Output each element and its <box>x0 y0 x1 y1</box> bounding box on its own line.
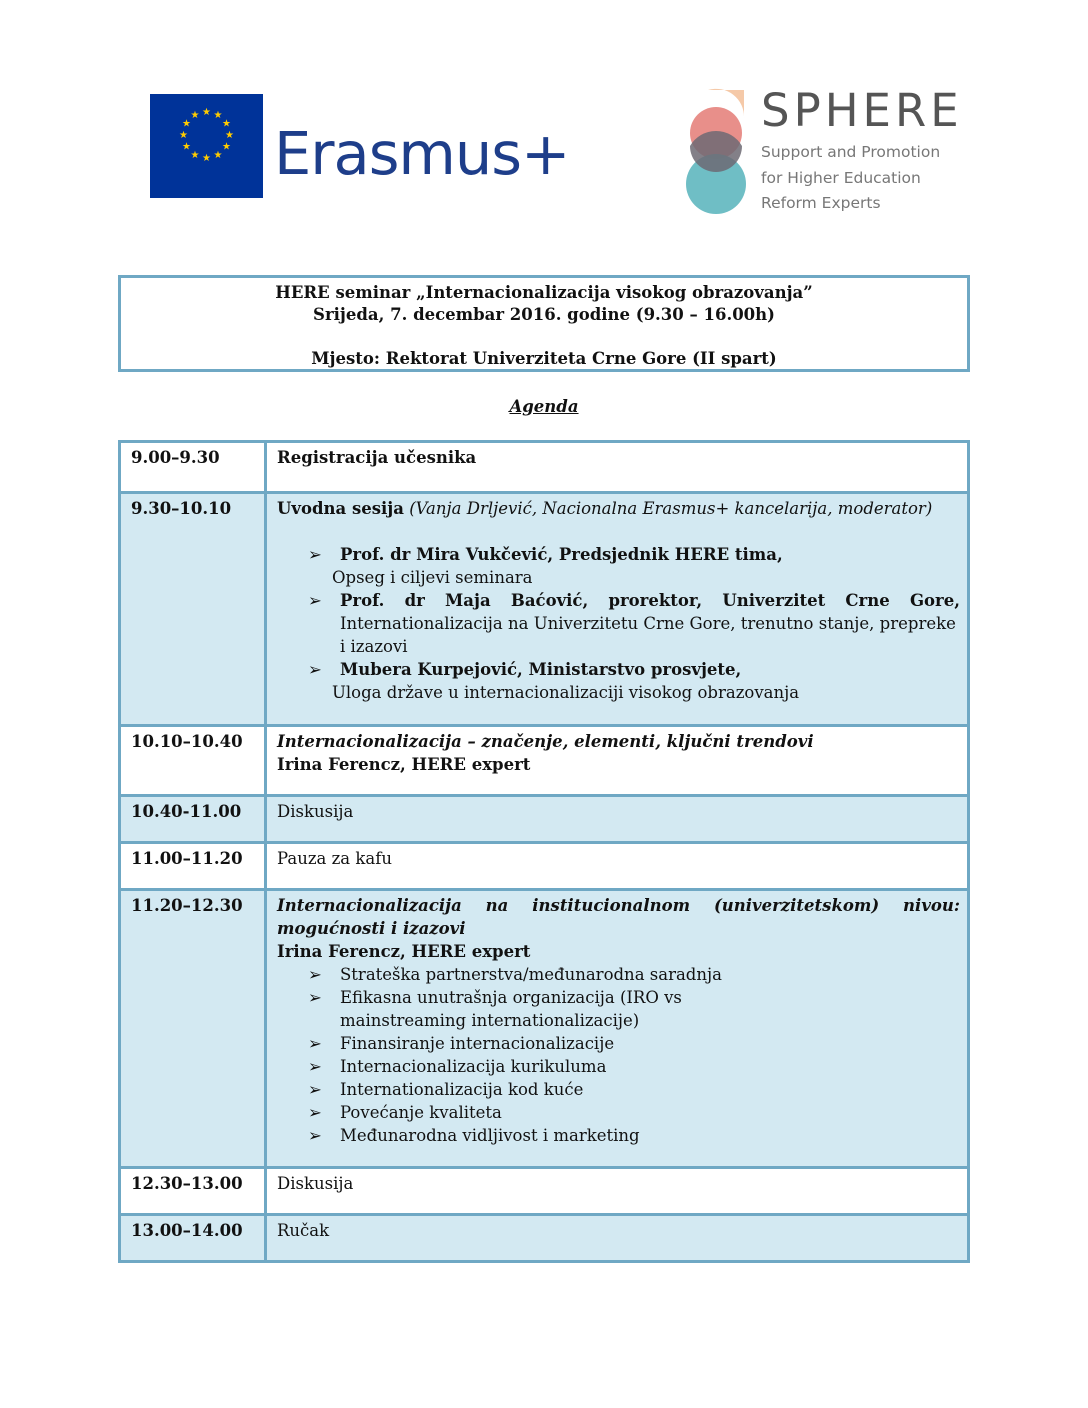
session-moderator: (Vanja Drljević, Nacionalna Erasmus+ kancelarija, moderator) <box>409 499 933 518</box>
svg-text:★: ★ <box>213 110 223 121</box>
table-row <box>121 888 967 1166</box>
eu-flag-icon <box>150 94 263 198</box>
list-item <box>277 658 960 681</box>
content-cell <box>267 727 967 794</box>
session-speaker: Irina Ferencz, HERE expert <box>277 942 531 961</box>
svg-text:★: ★ <box>190 150 200 161</box>
time-cell: 12.30–13.00 <box>121 1169 267 1213</box>
session-title: Ručak <box>277 1221 330 1240</box>
seminar-location: Mjesto: Rektorat Univerziteta Crne Gore (II spart) <box>311 349 777 368</box>
list-item <box>277 963 960 986</box>
topic-text: Internationalizacija kod kuće <box>340 1080 584 1099</box>
time-cell: 10.40-11.00 <box>121 797 267 841</box>
table-row <box>121 491 967 724</box>
list-item <box>277 1124 960 1147</box>
session-title: Diskusija <box>277 1174 354 1193</box>
speaker-topic: Uloga države u internacionalizaciji visokog obrazovanja <box>332 683 800 702</box>
sphere-wordmark: SPHERE <box>761 84 963 137</box>
seminar-title: HERE seminar „Internacionalizacija visokog obrazovanja” <box>275 283 813 302</box>
time-cell: 11.00–11.20 <box>121 844 267 888</box>
table-row <box>121 794 967 841</box>
content-cell <box>267 1216 967 1260</box>
erasmus-wordmark: Erasmus+ <box>274 119 570 188</box>
topic-text: Finansiranje internacionalizacije <box>340 1034 615 1053</box>
sphere-mark-icon <box>686 88 746 216</box>
speaker-name: Mubera Kurpejović, Ministarstvo prosvjete, <box>340 660 742 679</box>
table-row <box>121 724 967 794</box>
time-cell: 13.00–14.00 <box>121 1216 267 1260</box>
seminar-date: Srijeda, 7. decembar 2016. godine (9.30 – 16.00h) <box>313 305 775 324</box>
table-row <box>121 1213 967 1260</box>
arrow-bullet-icon: ➢ <box>308 1103 322 1122</box>
table-row <box>121 841 967 888</box>
sphere-subtitle <box>761 140 940 217</box>
session-title: Pauza za kafu <box>277 849 392 868</box>
sphere-subtitle-line: for Higher Education <box>761 168 921 187</box>
topic-text: Međunarodna vidljivost i marketing <box>340 1126 640 1145</box>
svg-text:★: ★ <box>190 110 200 121</box>
topic-list <box>277 963 960 1147</box>
content-cell <box>267 494 967 724</box>
svg-text:★: ★ <box>182 141 191 153</box>
content-cell <box>267 844 967 888</box>
erasmus-logo <box>150 94 570 200</box>
session-title: Internacionalizacija – značenje, elementi, ključni trendovi <box>277 732 814 751</box>
agenda-table <box>118 440 970 1263</box>
agenda-heading: Agenda <box>509 397 579 416</box>
arrow-bullet-icon: ➢ <box>308 660 322 679</box>
svg-text:★: ★ <box>225 130 234 141</box>
topic-text: Efikasna unutrašnja organizacija (IRO vs mainstreaming internationalizacije) <box>340 988 682 1030</box>
arrow-bullet-icon: ➢ <box>308 545 322 564</box>
arrow-bullet-icon: ➢ <box>308 965 322 984</box>
arrow-bullet-icon: ➢ <box>308 591 322 610</box>
arrow-bullet-icon: ➢ <box>308 1080 322 1099</box>
sphere-subtitle-line: Reform Experts <box>761 194 881 212</box>
svg-text:★: ★ <box>213 150 223 161</box>
list-item <box>277 1101 960 1124</box>
session-speaker: Irina Ferencz, HERE expert <box>277 755 531 774</box>
topic-text: Internacionalizacija kurikuluma <box>340 1057 607 1076</box>
seminar-header <box>118 275 970 372</box>
topic-text: Povećanje kvaliteta <box>340 1103 502 1122</box>
session-title: Uvodna sesija <box>277 499 404 518</box>
table-row <box>121 443 967 491</box>
time-cell: 10.10–10.40 <box>121 727 267 794</box>
list-item <box>277 589 960 658</box>
svg-text:★: ★ <box>222 118 231 130</box>
content-cell <box>267 891 967 1166</box>
list-item <box>277 1078 960 1101</box>
arrow-bullet-icon: ➢ <box>308 1126 322 1145</box>
arrow-bullet-icon: ➢ <box>308 1034 322 1053</box>
time-cell: 9.30–10.10 <box>121 494 267 724</box>
time-cell: 9.00–9.30 <box>121 443 267 491</box>
sphere-logo <box>686 84 963 216</box>
topic-text: Strateška partnerstva/međunarodna saradnja <box>340 965 722 984</box>
content-cell <box>267 1169 967 1213</box>
speaker-name: Prof. dr Maja Baćović, prorektor, Univerzitet Crne Gore, <box>340 591 960 610</box>
speaker-topic: Opseg i ciljevi seminara <box>332 568 533 587</box>
list-item <box>277 1032 960 1055</box>
list-item <box>277 1055 960 1078</box>
arrow-bullet-icon: ➢ <box>308 1057 322 1076</box>
session-title: Diskusija <box>277 802 354 821</box>
svg-text:★: ★ <box>222 141 231 153</box>
speaker-name: Prof. dr Mira Vukčević, Predsjednik HERE tima, <box>340 545 783 564</box>
speaker-topic: Internationalizacija na Univerzitetu Crne Gore, trenutno stanje, prepreke i izazovi <box>340 614 956 656</box>
content-cell <box>267 443 967 491</box>
svg-text:★: ★ <box>179 130 188 141</box>
content-cell <box>267 797 967 841</box>
session-title: Internacionalizacija na institucionalnom (univerzitetskom) nivou: mogućnosti i izazovi <box>277 896 960 938</box>
svg-text:★: ★ <box>202 107 211 118</box>
time-cell: 11.20–12.30 <box>121 891 267 1166</box>
session-title: Registracija učesnika <box>277 448 477 467</box>
sphere-subtitle-line: Support and Promotion <box>761 143 941 161</box>
table-row <box>121 1166 967 1213</box>
svg-text:★: ★ <box>202 153 211 164</box>
list-item <box>277 986 960 1032</box>
list-item <box>277 543 960 566</box>
arrow-bullet-icon: ➢ <box>308 988 322 1007</box>
svg-text:★: ★ <box>182 118 191 130</box>
